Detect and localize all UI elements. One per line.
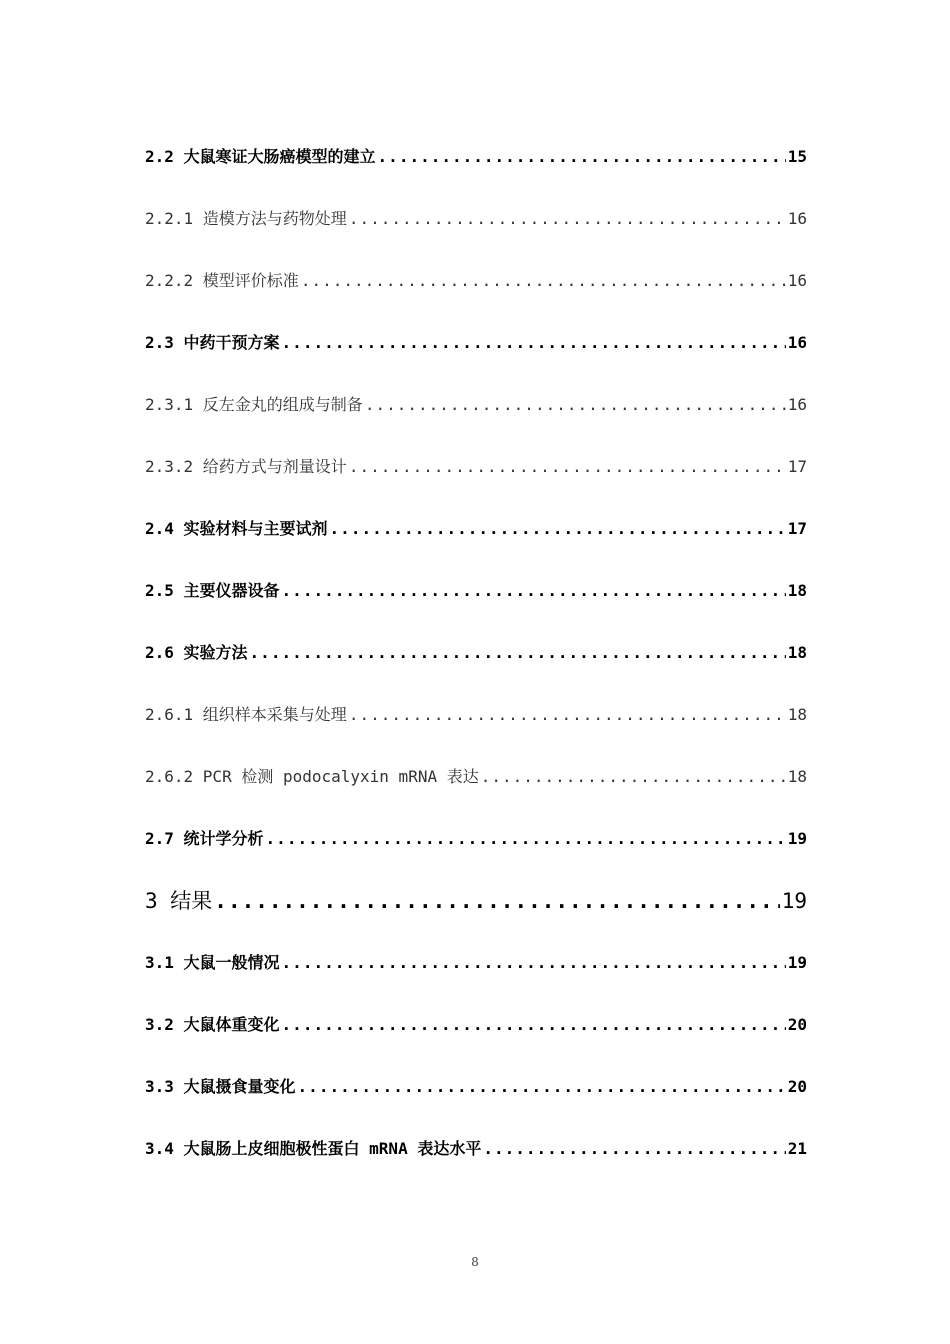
toc-dot-leader <box>214 884 779 918</box>
toc-entry-title: 2.6.2 PCR 检测 podocalyxin mRNA 表达 <box>145 767 479 786</box>
toc-dot-leader <box>282 1008 786 1042</box>
toc-entry-page: 16 <box>787 395 807 414</box>
toc-entry-title: 2.2.2 模型评价标准 <box>145 271 299 290</box>
toc-entry-3-1[interactable] <box>145 946 807 1008</box>
toc-entry-page: 18 <box>787 581 807 600</box>
toc-entry-page: 17 <box>787 519 807 538</box>
toc-entry-title: 2.6.1 组织样本采集与处理 <box>145 705 347 724</box>
toc-entry-title: 3 结果 <box>145 889 213 913</box>
toc-entry-title: 2.2.1 造模方法与药物处理 <box>145 209 347 228</box>
toc-entry-page: 21 <box>787 1139 807 1158</box>
toc-entry-title: 2.6 实验方法 <box>145 643 248 662</box>
toc-entry-page: 20 <box>787 1077 807 1096</box>
toc-entry-title: 2.3.2 给药方式与剂量设计 <box>145 457 347 476</box>
table-of-contents <box>145 140 807 1194</box>
toc-dot-leader <box>330 512 786 546</box>
toc-dot-leader <box>365 388 786 422</box>
toc-dot-leader <box>266 822 786 856</box>
toc-entry-page: 15 <box>787 147 807 166</box>
toc-entry-title: 3.4 大鼠肠上皮细胞极性蛋白 mRNA 表达水平 <box>145 1139 482 1158</box>
toc-entry-page: 16 <box>787 271 807 290</box>
toc-entry-3-4[interactable] <box>145 1132 807 1194</box>
toc-entry-title: 2.2 大鼠寒证大肠癌模型的建立 <box>145 147 376 166</box>
toc-dot-leader <box>483 1132 785 1166</box>
toc-entry-page: 18 <box>787 767 807 786</box>
toc-dot-leader <box>349 698 786 732</box>
toc-dot-leader <box>349 450 786 484</box>
toc-entry-page: 19 <box>787 829 807 848</box>
toc-dot-leader <box>378 140 786 174</box>
toc-dot-leader <box>282 574 786 608</box>
toc-entry-page: 18 <box>787 643 807 662</box>
toc-entry-2-6-1[interactable] <box>145 698 807 760</box>
toc-entry-2-6-2[interactable] <box>145 760 807 822</box>
toc-entry-page: 16 <box>787 209 807 228</box>
toc-entry-3[interactable] <box>145 884 807 946</box>
toc-dot-leader <box>282 326 786 360</box>
toc-dot-leader <box>298 1070 786 1104</box>
toc-entry-page: 20 <box>787 1015 807 1034</box>
toc-entry-3-3[interactable] <box>145 1070 807 1132</box>
toc-entry-title: 3.3 大鼠摄食量变化 <box>145 1077 296 1096</box>
toc-entry-2-2-2[interactable] <box>145 264 807 326</box>
toc-entry-title: 2.7 统计学分析 <box>145 829 264 848</box>
toc-entry-2-4[interactable] <box>145 512 807 574</box>
toc-entry-page: 19 <box>787 953 807 972</box>
toc-dot-leader <box>349 202 786 236</box>
toc-entry-2-3-2[interactable] <box>145 450 807 512</box>
toc-entry-page: 18 <box>787 705 807 724</box>
page-number-footer: 8 <box>471 1255 479 1269</box>
toc-entry-2-6[interactable] <box>145 636 807 698</box>
toc-entry-2-2-1[interactable] <box>145 202 807 264</box>
toc-entry-3-2[interactable] <box>145 1008 807 1070</box>
toc-entry-2-2[interactable] <box>145 140 807 202</box>
toc-entry-title: 2.3 中药干预方案 <box>145 333 280 352</box>
toc-dot-leader <box>481 760 786 794</box>
toc-entry-title: 2.3.1 反左金丸的组成与制备 <box>145 395 363 414</box>
toc-dot-leader <box>301 264 786 298</box>
toc-entry-title: 3.1 大鼠一般情况 <box>145 953 280 972</box>
toc-entry-2-5[interactable] <box>145 574 807 636</box>
toc-dot-leader <box>250 636 786 670</box>
toc-entry-title: 2.4 实验材料与主要试剂 <box>145 519 328 538</box>
toc-entry-2-7[interactable] <box>145 822 807 884</box>
toc-entry-title: 2.5 主要仪器设备 <box>145 581 280 600</box>
toc-entry-page: 17 <box>787 457 807 476</box>
toc-entry-2-3-1[interactable] <box>145 388 807 450</box>
toc-entry-page: 19 <box>781 889 807 913</box>
toc-entry-title: 3.2 大鼠体重变化 <box>145 1015 280 1034</box>
toc-entry-2-3[interactable] <box>145 326 807 388</box>
toc-entry-page: 16 <box>787 333 807 352</box>
toc-dot-leader <box>282 946 786 980</box>
